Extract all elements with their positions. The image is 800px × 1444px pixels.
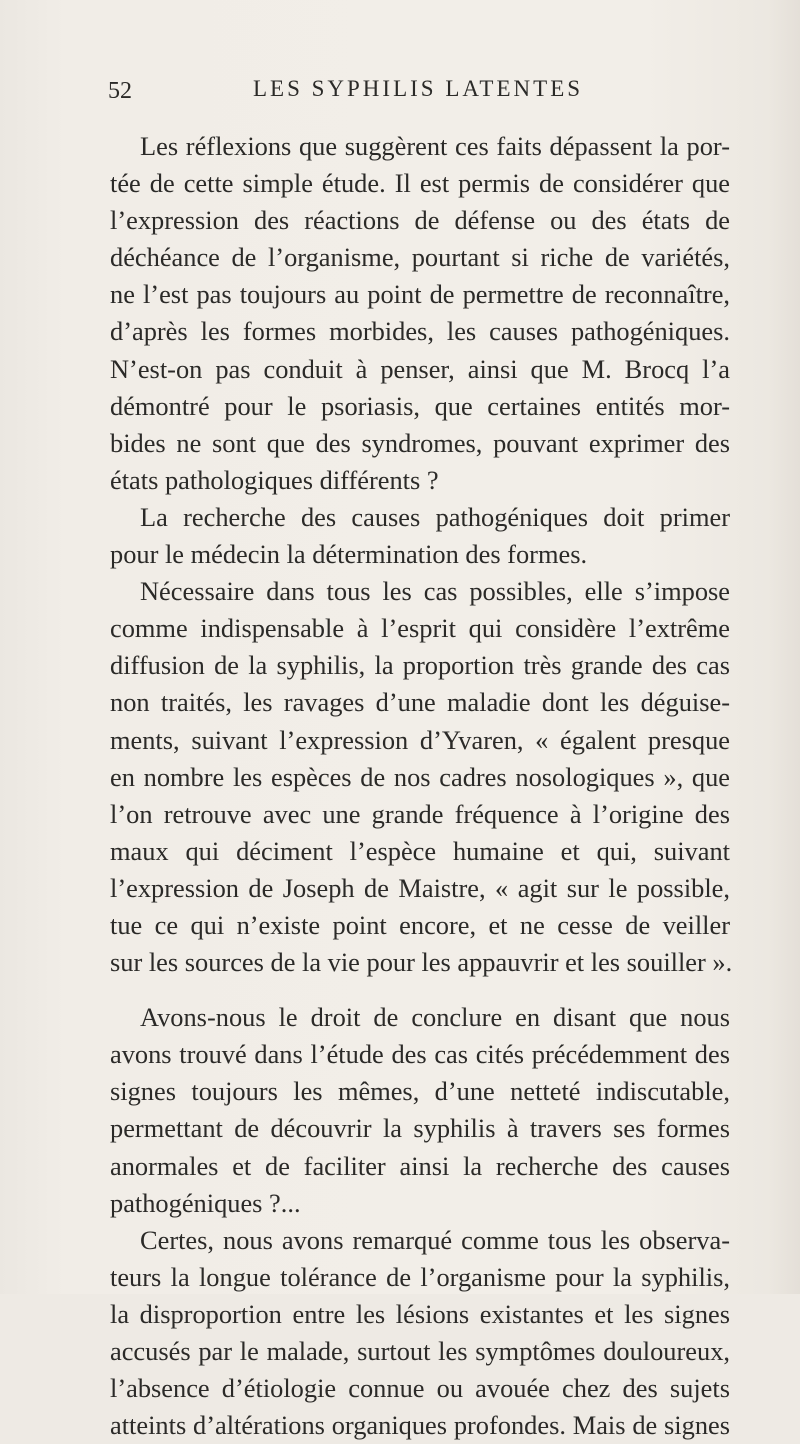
body-text	[110, 128, 733, 1444]
text-line: maux qui déciment l’espèce humaine et qui, suivant	[110, 835, 730, 866]
text-line: avons trouvé dans l’étude des cas cités précédemment des	[110, 1039, 730, 1070]
text-line: états pathologiques différents ?	[110, 464, 439, 495]
text-line: l’absence d’étiologie connue ou avouée chez des sujets	[110, 1373, 730, 1404]
text-line: tue ce qui n’existe point encore, et ne cesse de veiller	[110, 909, 730, 940]
text-line: accusés par le malade, surtout les symptômes douloureux,	[110, 1336, 730, 1366]
text-line: sur les sources de la vie pour les appauvrir et les souiller ».	[110, 947, 733, 978]
text-line: la disproportion entre les lésions existantes et les signes	[110, 1298, 730, 1329]
page-number: 52	[108, 78, 132, 104]
text-line: anormales et de faciliter ainsi la recherche des causes	[110, 1150, 730, 1181]
text-line: teurs la longue tolérance de l’organisme pour la syphilis,	[110, 1261, 730, 1292]
header-title: LES SYPHILIS LATENTES	[252, 76, 584, 101]
text-line: bides ne sont que des syndromes, pouvant exprimer des	[110, 427, 730, 458]
text-line: permettant de découvrir la syphilis à travers ses formes	[110, 1113, 730, 1144]
text-line: ne l’est pas toujours au point de permettre de reconnaître,	[110, 279, 730, 310]
text-line: Nécessaire dans tous les cas possibles, elle s’impose	[140, 576, 730, 607]
text-line: pathogéniques ?...	[110, 1187, 301, 1218]
running-head	[108, 56, 728, 104]
text-line: N’est-on pas conduit à penser, ainsi que M. Brocq l’a	[110, 353, 730, 384]
text-line: comme indispensable à l’esprit qui considère l’extrême	[110, 613, 730, 644]
text-line: l’expression de Joseph de Maistre, « agit sur le possible,	[110, 872, 730, 903]
text-line: l’expression des réactions de défense ou des états de	[110, 205, 730, 236]
paragraph-2	[110, 499, 730, 573]
text-line: l’on retrouve avec une grande fréquence à l’origine des	[110, 798, 730, 829]
text-line: atteints d’altérations organiques profondes. Mais de signes	[110, 1410, 730, 1441]
text-line: signes toujours les mêmes, d’une netteté indiscutable,	[110, 1076, 730, 1107]
text-line: pour le médecin la détermination des formes.	[110, 539, 588, 570]
paragraph-gap	[110, 981, 730, 999]
text-line: Certes, nous avons remarqué comme tous les observa-	[140, 1224, 730, 1255]
text-line: non traités, les ravages d’une maladie dont les déguise-	[110, 687, 730, 718]
text-line: en nombre les espèces de nos cadres nosologiques », que	[110, 761, 730, 792]
text-line: démontré pour le psoriasis, que certaines entités mor-	[110, 390, 730, 421]
paragraph-3	[110, 573, 733, 981]
text-line: La recherche des causes pathogéniques doit primer	[140, 501, 730, 532]
text-line: déchéance de l’organisme, pourtant si riche de variétés,	[110, 242, 730, 273]
text-line: d’après les formes morbides, les causes pathogéniques.	[110, 316, 730, 347]
text-line: ments, suivant l’expression d’Yvaren, « égalent presque	[110, 724, 730, 755]
text-line: diffusion de la syphilis, la proportion très grande des cas	[110, 650, 730, 681]
text-line: Les réflexions que suggèrent ces faits dépassent la por-	[140, 131, 730, 161]
paragraph-4	[110, 999, 730, 1222]
paragraph-1	[110, 128, 730, 499]
text-line: Avons-nous le droit de conclure en disant que nous	[140, 1002, 730, 1033]
paragraph-5	[110, 1222, 730, 1444]
text-line: tée de cette simple étude. Il est permis de considérer que	[110, 168, 730, 199]
